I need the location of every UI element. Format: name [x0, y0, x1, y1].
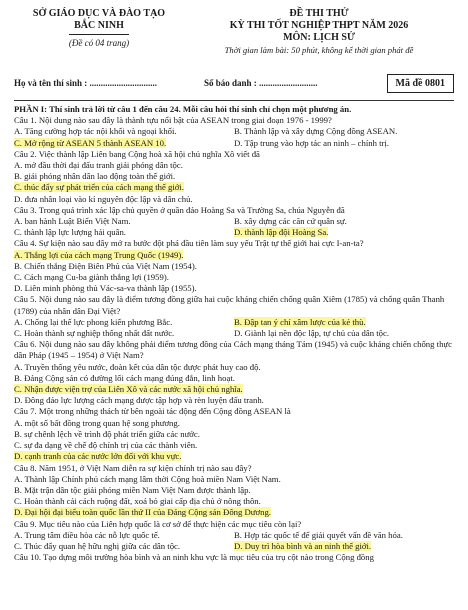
option-a: A. Thành lập Chính phủ cách mạng lâm thời Cộng hoà miền Nam Việt Nam.: [14, 473, 281, 484]
option-b: B. giải phóng nhân dân lao động toàn thế giới.: [14, 171, 176, 182]
option-b: B. Chiến thắng Điện Biên Phủ của Việt Nam (1954).: [14, 260, 197, 271]
option-c: C. sự đa dạng về chế độ chính trị của các thành viên.: [14, 440, 198, 451]
question-5: [14, 294, 454, 339]
option-d-highlighted: D. Duy trì hòa bình và an ninh thế giới.: [234, 540, 372, 551]
option-b: B. Đảng Cộng sản có đường lối cách mạng đúng đắn, linh hoạt.: [14, 372, 235, 383]
option-a: A. Tăng cường hợp tác nội khối và ngoại khối.: [14, 126, 177, 137]
option-a: A. Truyền thống yêu nước, đoàn kết của dân tộc được phát huy cao độ.: [14, 361, 261, 372]
option-b-highlighted: B. Đập tan ý chí xâm lược của kẻ thù.: [234, 316, 366, 327]
option-c: C. Thúc đẩy quan hệ hữu nghị giữa các dân tộc.: [14, 540, 181, 551]
option-c: C. Hoàn thành cải cách ruộng đất, xoá bỏ giai cấp địa chủ ở nông thôn.: [14, 496, 261, 507]
question-9: [14, 519, 454, 553]
department-name: SỞ GIÁO DỤC VÀ ĐÀO TẠO: [32, 8, 166, 19]
option-c: C. Hoàn thành sự nghiệp thống nhất đất nước.: [14, 328, 175, 339]
question-stem: Câu 7. Một trong những thách từ bên ngoài tác động đến Cộng đồng ASEAN là: [14, 406, 291, 417]
question-4: [14, 238, 454, 294]
question-stem: Câu 1. Nội dung nào sau đây là thành tựu nổi bật của ASEAN trong giai đoạn 1976 - 1999?: [14, 115, 332, 126]
exam-header: [14, 8, 454, 66]
header-divider: [69, 34, 129, 35]
option-d: D. đưa nhân loại vào kỉ nguyên độc lập và dân chủ.: [14, 193, 193, 204]
option-d-highlighted: D. Đại hội đại biểu toàn quốc lần thứ II của Đảng Cộng sản Đông Dương.: [14, 507, 271, 518]
option-d: D. Liên minh phòng thủ Vác-sa-va thành lập (1955).: [14, 283, 197, 294]
province-name: BẮC NINH: [74, 20, 124, 31]
student-name-field: Họ và tên thí sinh : ..............................: [14, 78, 158, 88]
question-3: [14, 205, 454, 239]
question-8: [14, 463, 454, 519]
question-stem: Câu 2. Việc thành lập Liên bang Cộng hoà xã hội chủ nghĩa Xô viết đã: [14, 148, 260, 159]
option-b: B. xây dựng các căn cứ quân sự.: [234, 216, 347, 227]
question-stem: Câu 9. Mục tiêu nào của Liên hợp quốc là cơ sở để thực hiện các mục tiêu còn lại?: [14, 518, 302, 529]
question-7: [14, 406, 454, 462]
exam-subject: MÔN: LỊCH SỬ: [283, 32, 355, 43]
option-a: A. một số bất đồng trong quan hệ song phương.: [14, 417, 180, 428]
option-a: A. ban hành Luật Biển Việt Nam.: [14, 216, 131, 227]
question-stem: Câu 4. Sự kiện nào sau đây mở ra bước đột phá đầu tiên làm suy yếu Trật tự thế giới hai cực I-an-ta?: [14, 238, 364, 249]
section-divider: [14, 100, 454, 101]
student-info: [14, 70, 454, 96]
option-b: B. Hợp tác quốc tế để giải quyết vấn đề văn hóa.: [234, 529, 403, 540]
option-c-highlighted: C. Mở rộng từ ASEAN 5 thành ASEAN 10.: [14, 137, 167, 148]
pages-note: (Đề có 04 trang): [68, 38, 130, 48]
option-b: B. Mặt trận dân tộc giải phóng miền Nam Việt Nam được thành lập.: [14, 484, 251, 495]
exam-code-box: Mã đề 0801: [387, 74, 454, 93]
option-c: C. Cách mạng Cu-ba giành thắng lợi (1959).: [14, 272, 169, 283]
option-a: A. Chống lại thế lực phong kiến phương Bắc.: [14, 316, 173, 327]
option-c-highlighted: C. Nhận được viện trợ của Liên Xô và các nước xã hội chủ nghĩa.: [14, 384, 243, 395]
option-d-highlighted: D. cạnh tranh của các nước lớn đối với khu vực.: [14, 451, 182, 462]
option-d-highlighted: D. thành lập đội Hoàng Sa.: [234, 227, 329, 238]
option-d: D. Tập trung vào hợp tác an ninh – chính trị.: [234, 137, 389, 148]
department-block: [14, 8, 184, 66]
question-1: [14, 115, 454, 149]
question-6: [14, 339, 454, 406]
option-b: B. sự chênh lệch về trình độ phát triển giữa các nước.: [14, 428, 200, 439]
question-stem: Câu 6. Nội dung nào sau đây không phải điểm tương đồng của Cách mạng tháng Tám (1945) và cuộc kháng chiến chống thực dân Pháp (1945 – 1954) ở Việt Nam?: [14, 339, 452, 361]
exam-type: ĐỀ THI THỬ: [289, 8, 349, 19]
exam-name: KỲ THI TỐT NGHIỆP THPT NĂM 2026: [229, 20, 409, 31]
question-stem: Câu 5. Nội dung nào sau đây là điểm tương đồng giữa hai cuộc kháng chiến chống quân Xiêm (1785) và chống quân Thanh (1789) của nhân dân Đại Việt?: [14, 294, 445, 316]
option-d: D. Giành lại nền độc lập, tự chủ của dân tộc.: [234, 328, 390, 339]
exam-time-note: Thời gian làm bài: 50 phút, không kể thời gian phát đề: [224, 45, 414, 55]
option-a: A. mở đầu thời đại đấu tranh giải phóng dân tộc.: [14, 160, 183, 171]
option-b: B. Thành lập và xây dựng Cộng đồng ASEAN.: [234, 126, 398, 137]
option-a: A. Trung tâm điều hòa các nỗ lực quốc tế.: [14, 529, 160, 540]
option-a-highlighted: A. Thắng lợi của cách mạng Trung Quốc (1949).: [14, 249, 184, 260]
question-list: [14, 104, 454, 563]
exam-title-block: [184, 8, 454, 66]
question-stem: Câu 8. Năm 1951, ở Việt Nam diễn ra sự kiện chính trị nào sau đây?: [14, 462, 252, 473]
question-stem: Câu 10. Tạo dựng môi trường hòa bình và an ninh khu vực là mục tiêu của trụ cột nào trong Cộng đồng: [14, 552, 374, 563]
part-heading: PHẦN I: Thí sinh trả lời từ câu 1 đến câu 24. Mỗi câu hỏi thí sinh chỉ chọn một phương án.: [14, 104, 352, 114]
student-id-field: Số báo danh : ..........................: [204, 78, 318, 88]
question-10: [14, 552, 454, 563]
option-c-highlighted: C. thúc đẩy sự phát triển của cách mạng thế giới.: [14, 182, 184, 193]
option-d: D. Đông đảo lực lượng cách mạng được tập hợp và rèn luyện đấu tranh.: [14, 395, 264, 406]
question-stem: Câu 3. Trong quá trình xác lập chủ quyền ở quần đảo Hoàng Sa và Trường Sa, chúa Nguyễn đã: [14, 204, 345, 215]
option-c: C. thành lập lực lượng hải quân.: [14, 227, 126, 238]
question-2: [14, 149, 454, 205]
